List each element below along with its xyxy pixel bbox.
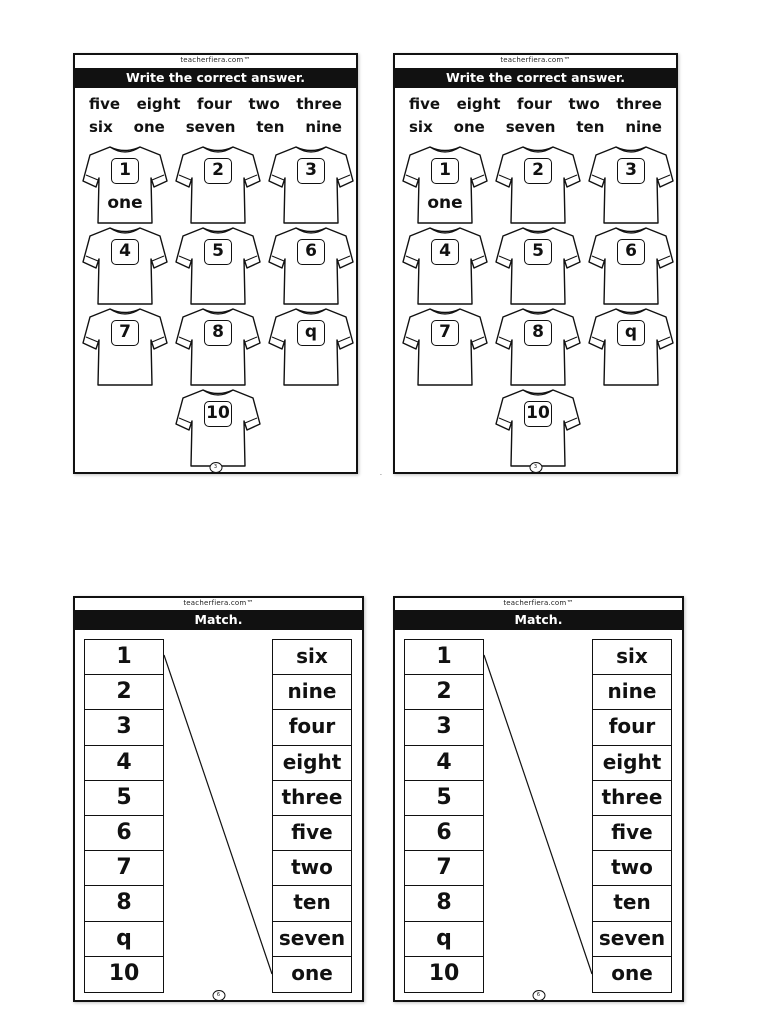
match-word-cell[interactable]: five (593, 816, 671, 851)
shirt-number: 10 (204, 401, 232, 427)
match-number-cell[interactable]: 2 (85, 675, 163, 710)
shirt-number: q (297, 320, 325, 346)
brand-label: teacherfiera.com™ (180, 56, 251, 64)
word-bank-word: six (89, 118, 113, 136)
word-bank-word: five (409, 95, 441, 113)
tshirt-item (82, 226, 168, 306)
worksheet-title: Write the correct answer. (395, 68, 676, 88)
answer-field[interactable]: one (107, 193, 143, 213)
word-bank-row (81, 116, 350, 139)
page-number: 6 (532, 990, 545, 1001)
tshirt-item (495, 307, 581, 387)
tshirt-icon (268, 226, 354, 306)
word-bank-word: two (568, 95, 600, 113)
word-bank (401, 93, 670, 139)
match-number-cell[interactable]: 2 (405, 675, 483, 710)
stray-mark: · (380, 472, 382, 479)
tshirt-icon (495, 307, 581, 387)
match-number-cell[interactable]: q (405, 922, 483, 957)
match-word-cell[interactable]: four (593, 710, 671, 745)
page-number: 6 (212, 990, 225, 1001)
match-word-cell[interactable]: eight (273, 746, 351, 781)
match-number-cell[interactable]: 4 (405, 746, 483, 781)
word-bank-word: eight (136, 95, 181, 113)
word-bank-word: nine (625, 118, 662, 136)
shirt-number: 4 (111, 239, 139, 265)
shirt-number: 3 (617, 158, 645, 184)
tshirt-item (402, 226, 488, 306)
tshirt-icon (495, 145, 581, 225)
tshirt-icon (175, 307, 261, 387)
word-bank-word: four (517, 95, 552, 113)
tshirt-icon (402, 145, 488, 225)
match-number-cell[interactable]: 6 (405, 816, 483, 851)
tshirt-icon (175, 226, 261, 306)
shirt-number: 8 (204, 320, 232, 346)
tshirt-icon (402, 226, 488, 306)
shirt-number: 7 (431, 320, 459, 346)
shirt-number: 2 (204, 158, 232, 184)
match-word-cell[interactable]: eight (593, 746, 671, 781)
tshirt-icon (175, 388, 261, 468)
match-word-cell[interactable]: three (273, 781, 351, 816)
shirt-number: 1 (431, 158, 459, 184)
match-number-cell[interactable]: 4 (85, 746, 163, 781)
match-word-cell[interactable]: nine (273, 675, 351, 710)
word-bank-word: ten (256, 118, 285, 136)
match-word-cell[interactable]: ten (273, 886, 351, 921)
match-word-cell[interactable]: one (291, 960, 333, 985)
tshirt-item (588, 226, 674, 306)
shirt-number: 6 (617, 239, 645, 265)
word-bank-word: seven (505, 118, 556, 136)
match-number-cell[interactable]: 5 (405, 781, 483, 816)
tshirt-item (402, 307, 488, 387)
tshirt-icon (268, 307, 354, 387)
word-bank-word: one (453, 118, 485, 136)
tshirt-item (402, 145, 488, 225)
shirt-number: 2 (524, 158, 552, 184)
worksheet-page-top-left (73, 53, 358, 474)
worksheet-title: Write the correct answer. (75, 68, 356, 88)
tshirt-icon (82, 226, 168, 306)
word-bank-word: one (133, 118, 165, 136)
match-word-cell[interactable]: two (593, 851, 671, 886)
shirt-number: 4 (431, 239, 459, 265)
tshirt-item (588, 307, 674, 387)
match-number-cell[interactable]: 10 (108, 960, 140, 986)
worksheet-title: Match. (75, 610, 362, 630)
word-bank-word: ten (576, 118, 605, 136)
tshirt-icon (588, 226, 674, 306)
shirt-number: 3 (297, 158, 325, 184)
tshirt-item (268, 145, 354, 225)
answer-field[interactable]: one (427, 193, 463, 213)
match-line (75, 598, 366, 1004)
word-bank-word: four (197, 95, 232, 113)
page-number: 3 (529, 462, 542, 473)
match-number-cell[interactable]: q (85, 922, 163, 957)
match-number-cell[interactable]: 1 (405, 640, 483, 675)
match-word-cell[interactable]: seven (273, 922, 351, 957)
tshirt-item (175, 388, 261, 468)
tshirt-item (82, 145, 168, 225)
match-number-cell[interactable]: 10 (428, 960, 460, 986)
word-bank-word: five (89, 95, 121, 113)
tshirt-icon (495, 226, 581, 306)
match-number-cell[interactable]: 8 (405, 886, 483, 921)
match-word-cell[interactable]: five (273, 816, 351, 851)
match-number-cell[interactable]: 7 (405, 851, 483, 886)
match-word-cell[interactable]: six (273, 640, 351, 675)
brand-label: teacherfiera.com™ (500, 56, 571, 64)
tshirt-icon (402, 307, 488, 387)
match-number-cell[interactable]: 3 (405, 710, 483, 745)
word-bank-word: three (296, 95, 342, 113)
tshirt-icon (588, 307, 674, 387)
match-number-cell[interactable]: 3 (85, 710, 163, 745)
tshirt-icon (495, 388, 581, 468)
tshirt-item (82, 307, 168, 387)
worksheet-page-bottom-right (393, 596, 684, 1002)
worksheet-page-bottom-left (73, 596, 364, 1002)
page-number: 3 (209, 462, 222, 473)
word-bank-word: two (248, 95, 280, 113)
word-bank-word: seven (185, 118, 236, 136)
match-number-cell[interactable]: 1 (85, 640, 163, 675)
word-bank (81, 93, 350, 139)
tshirt-icon (268, 145, 354, 225)
match-number-cell[interactable]: 5 (85, 781, 163, 816)
shirt-number: 1 (111, 158, 139, 184)
match-number-cell[interactable]: 7 (85, 851, 163, 886)
match-word-cell[interactable]: three (593, 781, 671, 816)
tshirt-icon (82, 307, 168, 387)
shirt-number: q (617, 320, 645, 346)
match-word-cell[interactable]: nine (593, 675, 671, 710)
word-bank-row (401, 116, 670, 139)
match-word-cell[interactable]: six (593, 640, 671, 675)
tshirt-item (175, 145, 261, 225)
word-bank-row (401, 93, 670, 116)
worksheet-title: Match. (395, 610, 682, 630)
word-bank-word: eight (456, 95, 501, 113)
shirt-number: 5 (524, 239, 552, 265)
match-word-cell[interactable]: two (273, 851, 351, 886)
word-bank-word: three (616, 95, 662, 113)
shirt-number: 10 (524, 401, 552, 427)
tshirt-item (268, 307, 354, 387)
word-bank-word: six (409, 118, 433, 136)
shirt-number: 6 (297, 239, 325, 265)
tshirt-icon (82, 145, 168, 225)
word-bank-row (81, 93, 350, 116)
match-word-cell[interactable]: seven (593, 922, 671, 957)
tshirt-item (495, 226, 581, 306)
match-word-cell[interactable]: four (273, 710, 351, 745)
shirt-number: 8 (524, 320, 552, 346)
match-line (395, 598, 686, 1004)
match-word-cell[interactable]: one (611, 960, 653, 985)
tshirt-item (495, 145, 581, 225)
brand-label: teacherfiera.com™ (183, 599, 254, 607)
tshirt-item (175, 226, 261, 306)
match-word-cell[interactable]: ten (593, 886, 671, 921)
tshirt-icon (175, 145, 261, 225)
tshirt-item (268, 226, 354, 306)
shirt-number: 7 (111, 320, 139, 346)
word-bank-word: nine (305, 118, 342, 136)
tshirt-item (495, 388, 581, 468)
brand-label: teacherfiera.com™ (503, 599, 574, 607)
tshirt-item (588, 145, 674, 225)
tshirt-icon (588, 145, 674, 225)
shirt-number: 5 (204, 239, 232, 265)
match-number-cell[interactable]: 8 (85, 886, 163, 921)
worksheet-page-top-right (393, 53, 678, 474)
match-number-cell[interactable]: 6 (85, 816, 163, 851)
tshirt-item (175, 307, 261, 387)
